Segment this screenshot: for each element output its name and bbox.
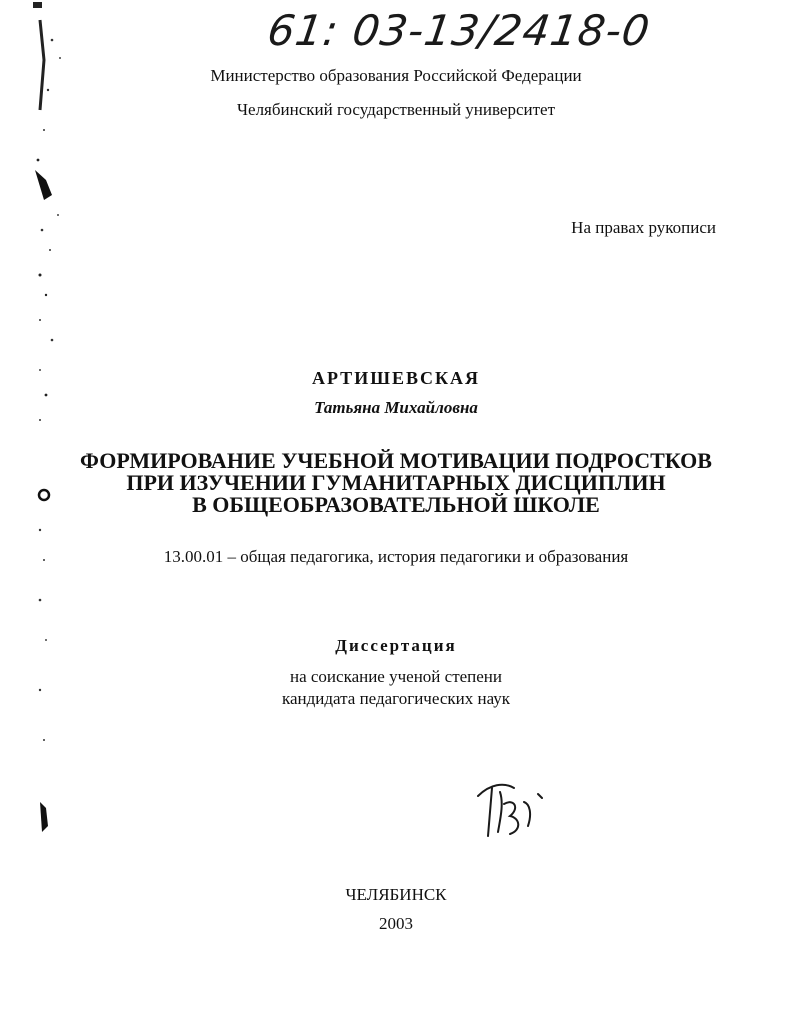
specialty-code: 13.00.01 – общая педагогика, история педагогики и образования (163, 547, 629, 566)
city: ЧЕЛЯБИНСК (345, 885, 447, 904)
signature (470, 774, 560, 844)
author-name: Татьяна Михайловна (314, 398, 478, 417)
ministry-name: Министерство образования Российской Федерации (210, 66, 582, 85)
archive-number-handwritten: 61: 03-13/2418-0 (264, 6, 654, 55)
thesis-title-line-2: ПРИ ИЗУЧЕНИИ ГУМАНИТАРНЫХ ДИСЦИПЛИН (126, 470, 666, 495)
year: 2003 (379, 914, 413, 933)
degree-line-1: на соискание ученой степени (289, 667, 503, 686)
manuscript-rights-note: На правах рукописи (571, 218, 716, 237)
author-surname: АРТИШЕВСКАЯ (311, 368, 481, 388)
degree-line-2: кандидата педагогических наук (281, 689, 511, 708)
thesis-title-line-1: ФОРМИРОВАНИЕ УЧЕБНОЙ МОТИВАЦИИ ПОДРОСТКОВ (80, 448, 712, 473)
document-type: Диссертация (335, 636, 457, 655)
university-name: Челябинский государственный университет (236, 100, 556, 119)
thesis-title-line-3: В ОБЩЕОБРАЗОВАТЕЛЬНОЙ ШКОЛЕ (192, 492, 600, 517)
